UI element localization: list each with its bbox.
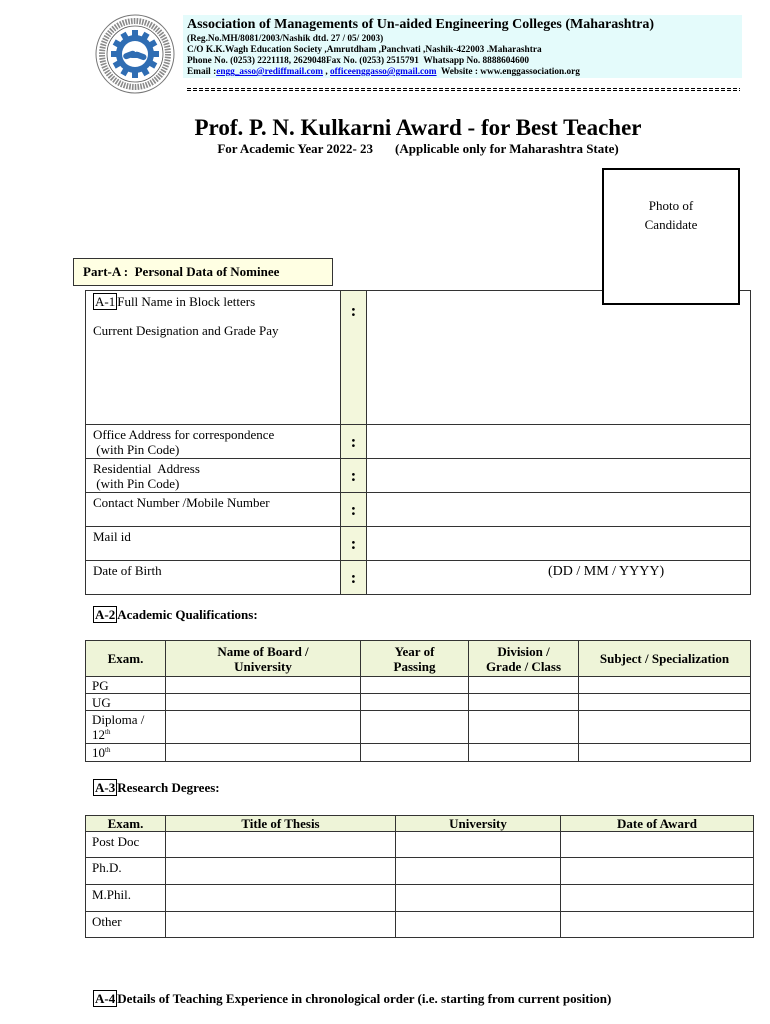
table-row	[86, 858, 754, 885]
email-link-gmail[interactable]: officeenggasso@gmail.com	[330, 67, 437, 77]
mail-id-value-cell	[367, 527, 751, 561]
office-address-sublabel: (with Pin Code)	[93, 442, 180, 457]
table-row	[86, 744, 751, 762]
table-row	[86, 694, 751, 711]
photo-box-label-line2: Candidate	[644, 217, 698, 232]
email-link-rediffmail[interactable]: engg_asso@rediffmail.com	[216, 67, 324, 77]
contact-number-value-cell	[367, 493, 751, 527]
field-label	[86, 493, 341, 527]
table-row	[86, 832, 754, 858]
field-label	[86, 561, 341, 595]
research-degrees-table	[85, 815, 754, 938]
section-tag-a4: A-4	[95, 991, 116, 1006]
exam-cell: Ph.D.	[86, 858, 166, 885]
date-of-birth-value-cell	[367, 561, 751, 595]
office-address-value-cell	[367, 425, 751, 459]
office-address-label: Office Address for correspondence	[93, 427, 275, 442]
photo-box-label-line1: Photo of	[648, 198, 694, 213]
research-degrees-title: Research Degrees:	[117, 780, 220, 795]
column-header-exam: Exam.	[86, 816, 166, 832]
column-header-board: Name of Board / University	[166, 641, 361, 677]
exam-cell: 10th	[86, 744, 166, 762]
contact-number-label: Contact Number /Mobile Number	[93, 495, 270, 510]
field-label	[86, 527, 341, 561]
email-label: Email :	[187, 67, 217, 77]
email-website-line	[187, 67, 580, 78]
full-name-label: Full Name in Block letters	[117, 294, 256, 309]
table-row	[86, 459, 751, 493]
header-divider-lower	[187, 90, 740, 91]
residential-address-value-cell	[367, 459, 751, 493]
award-title: Prof. P. N. Kulkarni Award - for Best Teacher	[194, 115, 642, 140]
table-row	[86, 527, 751, 561]
exam-cell: Diploma / 12th	[86, 711, 166, 744]
column-header-date-of-award: Date of Award	[561, 816, 754, 832]
field-label	[86, 425, 341, 459]
association-header	[183, 15, 742, 78]
photo-box	[602, 168, 740, 305]
website-text: Website : www.enggassociation.org	[436, 67, 580, 77]
colon-separator: :	[341, 291, 367, 425]
table-row	[86, 885, 754, 912]
colon-separator: :	[341, 425, 367, 459]
residential-address-sublabel: (with Pin Code)	[93, 476, 180, 491]
academic-qualifications-table	[85, 640, 751, 762]
table-header-row	[86, 816, 754, 832]
email-separator: ,	[323, 67, 331, 77]
colon-separator: :	[341, 527, 367, 561]
academic-qualifications-title: Academic Qualifications:	[117, 607, 258, 622]
registration-number: (Reg.No.MH/8081/2003/Nashik dtd. 27 / 05/ 2003)	[187, 34, 384, 44]
table-row	[86, 912, 754, 938]
academic-qualifications-heading	[93, 606, 258, 623]
exam-cell: M.Phil.	[86, 885, 166, 912]
section-tag-a2: A-2	[95, 607, 116, 622]
designation-label: Current Designation and Grade Pay	[93, 323, 279, 338]
table-row	[86, 493, 751, 527]
field-label	[86, 291, 341, 425]
table-row	[86, 425, 751, 459]
date-of-birth-label: Date of Birth	[93, 563, 162, 578]
teaching-experience-heading	[93, 990, 611, 1007]
column-header-subject: Subject / Specialization	[579, 641, 751, 677]
table-row	[86, 291, 751, 425]
academic-year: For Academic Year 2022- 23	[217, 141, 374, 156]
exam-cell: Other	[86, 912, 166, 938]
column-header-year: Year of Passing	[361, 641, 469, 677]
exam-cell: PG	[86, 677, 166, 694]
organization-name: Association of Managements of Un-aided Engineering Colleges (Maharashtra)	[187, 17, 655, 32]
column-header-thesis-title: Title of Thesis	[166, 816, 396, 832]
field-label	[86, 459, 341, 493]
date-format-hint: (DD / MM / YYYY)	[548, 564, 665, 579]
colon-separator: :	[341, 493, 367, 527]
research-degrees-heading	[93, 779, 220, 796]
personal-data-table	[85, 290, 751, 595]
mail-id-label: Mail id	[93, 529, 131, 544]
column-header-exam: Exam.	[86, 641, 166, 677]
exam-cell: UG	[86, 694, 166, 711]
teaching-experience-title: Details of Teaching Experience in chronological order (i.e. starting from current position)	[117, 991, 612, 1006]
award-subtitle	[100, 141, 736, 157]
table-row	[86, 711, 751, 744]
section-tag-a1: A-1	[95, 294, 116, 309]
full-name-value-cell	[367, 291, 751, 425]
table-header-row	[86, 641, 751, 677]
header-divider	[187, 88, 740, 89]
residential-address-label: Residential Address	[93, 461, 200, 476]
colon-separator: :	[341, 561, 367, 595]
table-row	[86, 561, 751, 595]
association-logo	[94, 13, 176, 95]
exam-cell: Post Doc	[86, 832, 166, 858]
phone-fax-whatsapp: Phone No. (0253) 2221118, 2629048Fax No. (0253) 2515791 Whatsapp No. 8888604600	[187, 56, 530, 66]
table-row	[86, 677, 751, 694]
column-header-university: University	[396, 816, 561, 832]
section-tag-a3: A-3	[95, 780, 116, 795]
part-a-label: Part-A : Personal Data of Nominee	[73, 258, 333, 286]
colon-separator: :	[341, 459, 367, 493]
column-header-division: Division / Grade / Class	[469, 641, 579, 677]
address: C/O K.K.Wagh Education Society ,Amrutdham ,Panchvati ,Nashik-422003 .Maharashtra	[187, 45, 542, 55]
applicability-note: (Applicable only for Maharashtra State)	[395, 141, 619, 156]
